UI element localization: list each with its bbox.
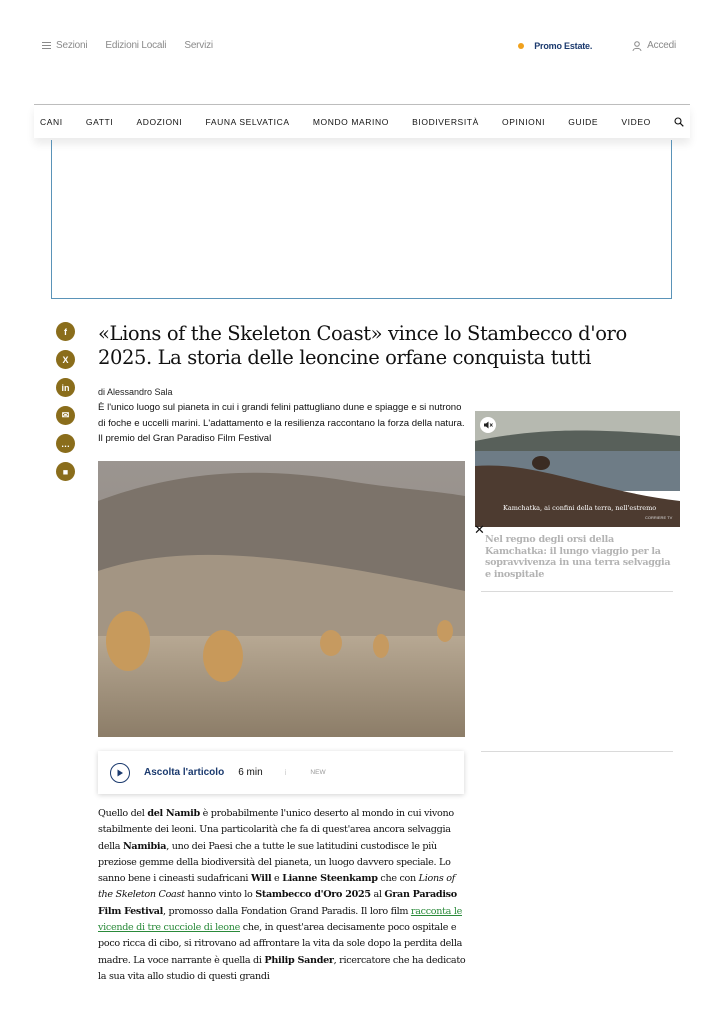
nav-item-biodiversita[interactable]: BIODIVERSITÀ [412, 116, 479, 127]
play-button[interactable] [110, 763, 130, 783]
body-bold: Namibia [122, 840, 167, 852]
body-bold: Lianne Steenkamp [282, 873, 378, 885]
body-text: che, in quest'area decisamente poco ospitale e poco ricca di cibo, si ritrovano ad affrontare la vita da sole dopo la perdita della madre. La voce narrante è quella di [98, 922, 463, 966]
login-button[interactable] [632, 40, 676, 51]
hamburger-icon [42, 42, 51, 49]
body-text: , ricercatore che ha dedicato la sua vita allo studio di questi grandi [98, 954, 466, 982]
nav-item-video[interactable]: VIDEO [621, 116, 651, 127]
byline[interactable]: di Alessandro Sala [98, 387, 173, 397]
body-text: è probabilmente l'unico deserto al mondo in cui vivono stabilmente dei leoni. Una particolarità che fa di quest'area ancora selvaggia della [98, 808, 454, 852]
nav-item-mondo-marino[interactable]: MONDO MARINO [312, 116, 389, 127]
body-bold: Stambecco d'Oro 2025 [255, 889, 371, 901]
audio-info-icon[interactable]: i [284, 768, 287, 777]
close-icon[interactable]: ✕ [474, 522, 485, 537]
login-label: Accedi [647, 40, 676, 51]
main-nav [34, 104, 690, 138]
comment-icon[interactable]: … [56, 434, 75, 453]
search-icon[interactable] [674, 117, 684, 127]
body-text: al [370, 889, 385, 901]
hero-image [98, 461, 465, 737]
body-bold: Will [250, 873, 272, 885]
play-icon [116, 769, 124, 777]
video-caption: Kamchatka, ai confini della terra, nell'estremo [503, 504, 657, 512]
article-summary: È l'unico luogo sul pianeta in cui i grandi felini pattugliano dune e spiagge e si nutrono di foche e uccelli marini. L'adattamento e la resilienza raccontano la forza della natura. Il premio del Gran Paradiso Film Festival [98, 402, 465, 444]
sections-menu[interactable] [42, 40, 87, 51]
body-text: e [271, 873, 283, 885]
new-badge: NEW [310, 769, 326, 776]
body-italic: Lions of the Skeleton Coast [98, 873, 455, 901]
nav-item-fauna-selvatica[interactable]: FAUNA SELVATICA [205, 116, 290, 127]
promo-label: Promo Estate. [534, 40, 593, 51]
video-logo: CORRIERE TV [645, 515, 673, 520]
nav-item-cani[interactable]: CANI [40, 116, 63, 127]
sidebar-video[interactable] [475, 411, 680, 527]
body-text: , promosso dalla Fondation Grand Paradis. Il loro film [163, 905, 411, 917]
ad-banner [51, 140, 672, 299]
body-text: Quello del [98, 808, 148, 819]
body-bold: del Namib [147, 808, 200, 819]
user-icon [632, 41, 642, 51]
promo-link[interactable] [518, 41, 592, 51]
body-bold: Philip Sander [264, 954, 334, 966]
audio-player[interactable] [98, 751, 464, 794]
body-text: , uno dei Paesi che a tutte le sue latitudini custodisce le più preziose gemme della biodiversità del pianeta, un luogo davvero speciale. Lo sanno bene i cineasti sudafricani [98, 840, 451, 885]
sidebar-article-title[interactable]: Nel regno degli orsi della Kamchatka: il lungo viaggio per la sopravvivenza in una terra selvaggia e inospitale [485, 534, 671, 580]
email-icon[interactable]: ✉ [56, 406, 75, 425]
body-text: che con [377, 873, 419, 885]
divider [481, 591, 673, 592]
facebook-icon[interactable]: f [56, 322, 75, 341]
body-bold: Gran Paradiso Film Festival [98, 889, 457, 917]
share-bar [56, 322, 75, 481]
page-title: «Lions of the Skeleton Coast» vince lo Stambecco d'oro 2025. La storia delle leoncine orfane conquista tutti [98, 322, 627, 369]
sections-label: Sezioni [56, 40, 88, 51]
bookmark-icon[interactable]: ■ [56, 462, 75, 481]
nav-item-guide[interactable]: GUIDE [568, 116, 599, 127]
services-link[interactable]: Servizi [184, 40, 213, 51]
audio-duration: 6 min [238, 767, 263, 778]
promo-dot-icon [518, 43, 524, 49]
nav-item-opinioni[interactable]: OPINIONI [502, 116, 546, 127]
listen-label: Ascolta l'articolo [144, 767, 225, 778]
article-body [98, 806, 470, 985]
linkedin-icon[interactable]: in [56, 378, 75, 397]
article-link[interactable]: racconta le vicende di tre cucciole di leone [98, 905, 462, 934]
top-bar [42, 40, 676, 54]
mute-icon[interactable] [483, 420, 493, 430]
nav-item-gatti[interactable]: GATTI [85, 116, 114, 127]
nav-item-adozioni[interactable]: ADOZIONI [136, 116, 183, 127]
x-icon[interactable]: X [56, 350, 75, 369]
divider [481, 751, 673, 752]
local-editions-link[interactable]: Edizioni Locali [105, 40, 167, 51]
body-text: hanno vinto lo [184, 889, 256, 901]
